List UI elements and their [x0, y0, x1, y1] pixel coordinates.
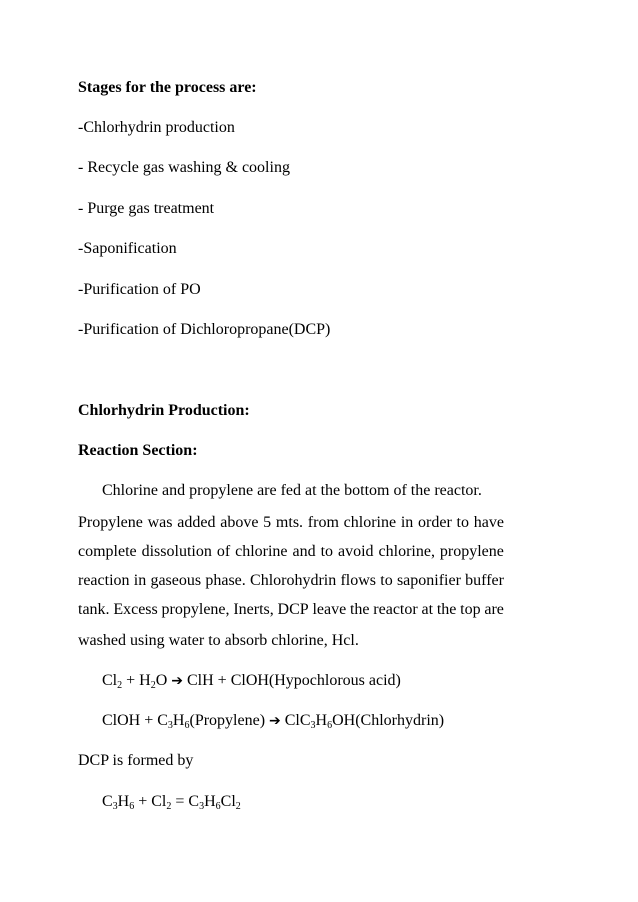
word: reactor [373, 601, 418, 618]
dcp-intro: DCP is formed by [78, 752, 194, 769]
word: DCP [277, 601, 309, 618]
word: avoid [338, 543, 374, 560]
word: in [400, 514, 414, 531]
word: gaseous [150, 572, 202, 589]
paragraph-line-5 [78, 600, 504, 620]
word: to [380, 572, 393, 589]
word: propylene [439, 543, 504, 560]
word: complete [78, 543, 137, 560]
word: and [292, 543, 316, 560]
stage-item-4: -Saponification [78, 240, 177, 257]
word: chlorine, [378, 543, 435, 560]
stage-item-3: - Purge gas treatment [78, 200, 215, 217]
stage-item-2: - Recycle gas washing & cooling [78, 159, 290, 176]
equation-chlorhydrin: ClOH + $C_3H_6(Propylene)$ ➔ $ClC_3H_6OH(Chlorhydrin)$ [102, 712, 445, 731]
word: saponifier [396, 572, 461, 589]
word: added [177, 514, 216, 531]
word: the [349, 601, 370, 618]
word: top [460, 601, 481, 618]
subsection-heading: Reaction Section: [78, 442, 198, 459]
word: chlorine [235, 543, 288, 560]
word: propylene, [161, 601, 230, 618]
paragraph-line-6: washed using water to absorb chlorine, Hcl. [78, 632, 359, 649]
word: in [133, 572, 147, 589]
word: mts. [275, 514, 304, 531]
word: to [456, 514, 469, 531]
stage-item-5: -Purification of PO [78, 281, 201, 298]
arrow-icon: ➔ [171, 673, 183, 689]
word: Excess [113, 601, 158, 618]
word: leave [312, 601, 347, 618]
word: order [418, 514, 452, 531]
paragraph-line-4 [78, 571, 504, 591]
word: Inerts, [233, 601, 274, 618]
word: from [307, 514, 339, 531]
arrow-icon: ➔ [269, 713, 281, 729]
paragraph-line-2 [78, 513, 504, 533]
word: have [473, 514, 504, 531]
paragraph-line-1: Chlorine and propylene are fed at the bottom of the reactor. [102, 482, 482, 499]
word: are [484, 601, 504, 618]
equation-dcp: $C_3H_6 + Cl_2 = C_3H_6Cl_2$ [102, 793, 241, 812]
equation-hypochlorous: $Cl_2 + H_2O$ ➔ ClH + ClOH(Hypochlorous acid) [102, 672, 401, 691]
word: chlorine [343, 514, 397, 531]
word: the [436, 601, 457, 618]
word: flows [340, 572, 377, 589]
word: was [147, 514, 173, 531]
word: to [320, 543, 334, 560]
section-heading: Chlorhydrin Production: [78, 402, 250, 419]
word: at [421, 601, 434, 618]
word: buffer [465, 572, 504, 589]
word: above [220, 514, 259, 531]
stages-heading: Stages for the process are: [78, 79, 257, 96]
stage-item-1: -Chlorhydrin production [78, 119, 235, 136]
word: reaction [78, 572, 130, 589]
paragraph-line-3 [78, 542, 504, 562]
word: tank. [78, 601, 110, 618]
word: 5 [263, 514, 272, 531]
word: Propylene [78, 514, 143, 531]
stage-item-6: -Purification of Dichloropropane(DCP) [78, 321, 331, 338]
word: dissolution [141, 543, 212, 560]
word: Chlorohydrin [250, 572, 337, 589]
word: of [216, 543, 231, 560]
word: phase. [205, 572, 246, 589]
